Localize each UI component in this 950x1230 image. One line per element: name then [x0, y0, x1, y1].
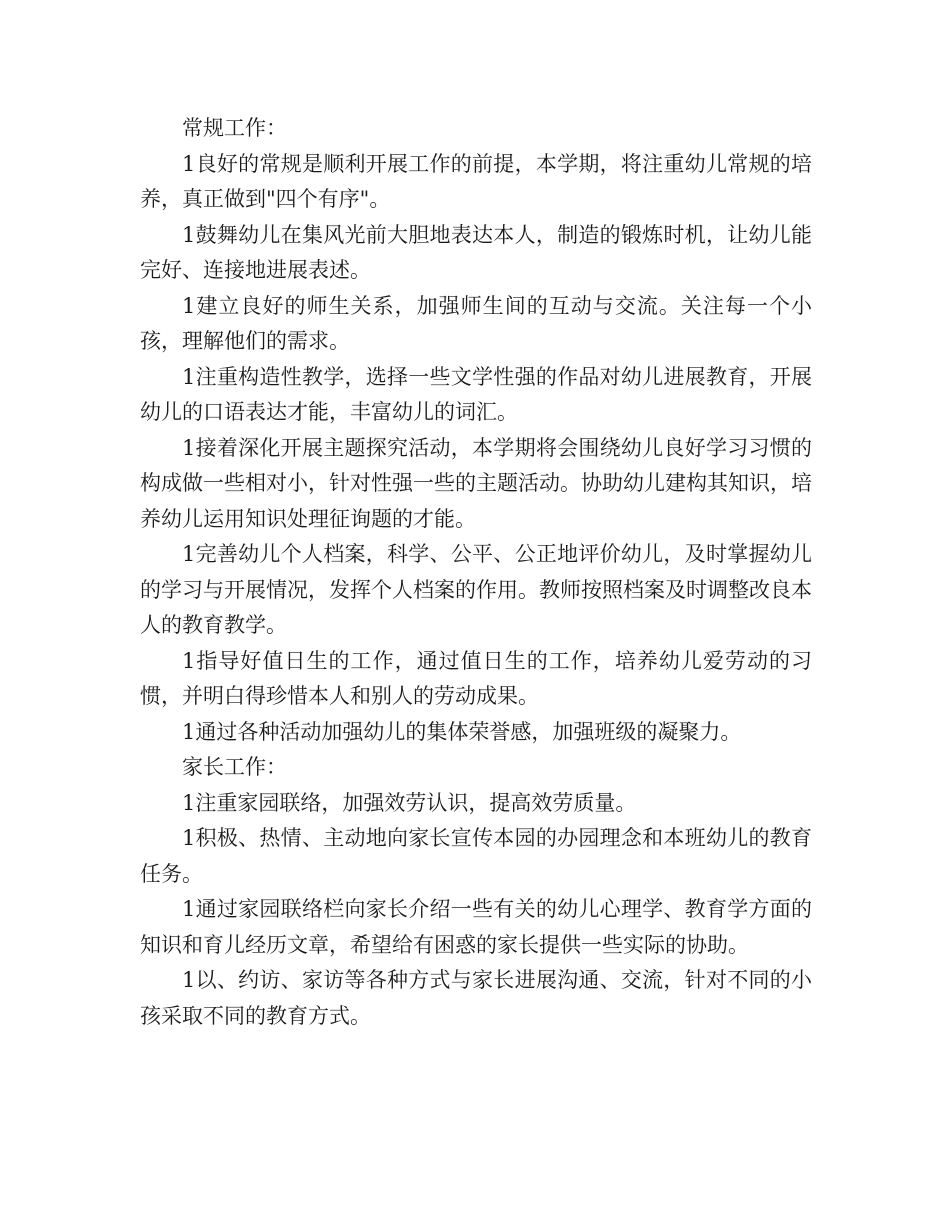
routine-item-7: 1指导好值日生的工作，通过值日生的工作，培养幼儿爱劳动的习惯，并明白得珍惜本人和别人的劳动成果。	[140, 648, 812, 708]
routine-item-4: 1注重构造性教学，选择一些文学性强的作品对幼儿进展教育，开展幼儿的口语表达才能，丰富幼儿的词汇。	[140, 364, 812, 424]
routine-item-3: 1建立良好的师生关系，加强师生间的互动与交流。关注每一个小孩，理解他们的需求。	[140, 293, 812, 353]
section-heading-routine: 常规工作：	[182, 116, 287, 140]
routine-item-5: 1接着深化开展主题探究活动，本学期将会围绕幼儿良好学习习惯的构成做一些相对小，针对性强一些的主题活动。协助幼儿建构其知识，培养幼儿运用知识处理征询题的才能。	[140, 435, 812, 531]
routine-item-6: 1完善幼儿个人档案，科学、公平、公正地评价幼儿，及时掌握幼儿的学习与开展情况，发挥个人档案的作用。教师按照档案及时调整改良本人的教育教学。	[140, 542, 812, 637]
parents-item-4: 1以、约访、家访等各种方式与家长进展沟通、交流，针对不同的小孩采取不同的教育方式。	[140, 968, 812, 1028]
parents-item-1: 1注重家园联络，加强效劳认识，提高效劳质量。	[182, 790, 637, 815]
routine-item-8: 1通过各种活动加强幼儿的集体荣誉感，加强班级的凝聚力。	[182, 719, 742, 744]
routine-item-1: 1良好的常规是顺利开展工作的前提，本学期，将注重幼儿常规的培养，真正做到"四个有序"。	[140, 151, 812, 211]
document-body	[140, 111, 812, 1034]
routine-item-2: 1鼓舞幼儿在集风光前大胆地表达本人，制造的锻炼时机，让幼儿能完好、连接地进展表述。	[140, 222, 812, 282]
parents-item-2: 1积极、热情、主动地向家长宣传本园的办园理念和本班幼儿的教育任务。	[140, 826, 812, 886]
section-heading-parents: 家长工作：	[182, 755, 287, 779]
parents-item-3: 1通过家园联络栏向家长介绍一些有关的幼儿心理学、教育学方面的知识和育儿经历文章，希望给有困惑的家长提供一些实际的协助。	[140, 897, 812, 957]
